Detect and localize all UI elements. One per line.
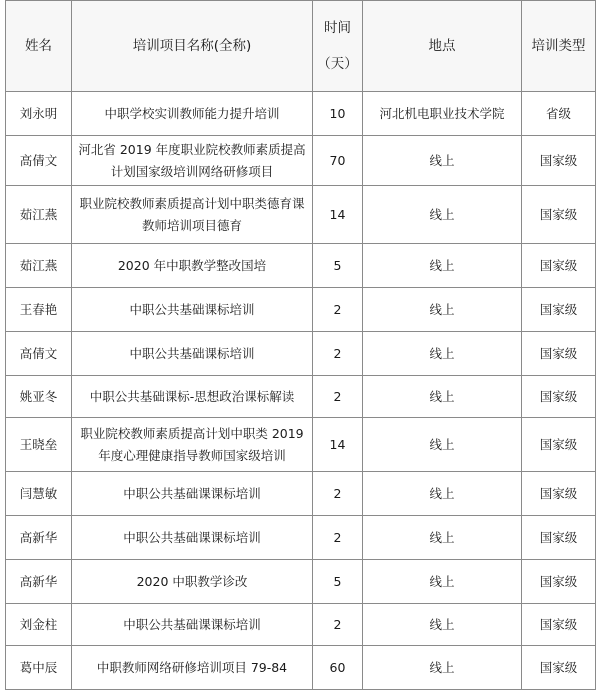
cell-name: 高倩文 [6, 332, 72, 376]
cell-name: 葛中辰 [6, 646, 72, 690]
header-time-label: 时间 [324, 20, 351, 36]
cell-project: 中职公共基础课标培训 [72, 332, 313, 376]
table-row [6, 418, 596, 472]
cell-days: 14 [313, 186, 363, 244]
header-time-unit: （天） [317, 56, 358, 72]
cell-name: 高新华 [6, 560, 72, 604]
cell-type: 国家级 [522, 560, 596, 604]
cell-location: 线上 [363, 604, 522, 646]
cell-days: 2 [313, 472, 363, 516]
header-type: 培训类型 [522, 1, 596, 92]
cell-days: 14 [313, 418, 363, 472]
cell-location: 线上 [363, 244, 522, 288]
cell-days: 2 [313, 376, 363, 418]
cell-project: 中职公共基础课课标培训 [72, 516, 313, 560]
cell-project: 中职学校实训教师能力提升培训 [72, 92, 313, 136]
cell-location: 线上 [363, 332, 522, 376]
header-project: 培训项目名称(全称) [72, 1, 313, 92]
cell-project: 2020 年中职教学整改国培 [72, 244, 313, 288]
cell-name: 茹江燕 [6, 244, 72, 288]
cell-days: 5 [313, 560, 363, 604]
table-row [6, 516, 596, 560]
cell-type: 国家级 [522, 646, 596, 690]
header-location: 地点 [363, 1, 522, 92]
cell-days: 70 [313, 136, 363, 186]
table-row [6, 288, 596, 332]
cell-project: 中职公共基础课标-思想政治课标解读 [72, 376, 313, 418]
table-row [6, 604, 596, 646]
table-row [6, 472, 596, 516]
cell-location: 线上 [363, 472, 522, 516]
cell-type: 省级 [522, 92, 596, 136]
cell-location: 线上 [363, 646, 522, 690]
cell-days: 2 [313, 288, 363, 332]
cell-location: 线上 [363, 376, 522, 418]
cell-project: 中职公共基础课课标培训 [72, 472, 313, 516]
cell-type: 国家级 [522, 288, 596, 332]
cell-location: 线上 [363, 136, 522, 186]
cell-type: 国家级 [522, 418, 596, 472]
cell-name: 王晓垒 [6, 418, 72, 472]
cell-name: 姚亚冬 [6, 376, 72, 418]
cell-days: 2 [313, 516, 363, 560]
cell-project: 中职公共基础课课标培训 [72, 604, 313, 646]
cell-location: 线上 [363, 560, 522, 604]
table-row [6, 244, 596, 288]
header-time [313, 1, 363, 92]
header-name: 姓名 [6, 1, 72, 92]
cell-type: 国家级 [522, 604, 596, 646]
table-row [6, 560, 596, 604]
table-row [6, 92, 596, 136]
cell-name: 刘永明 [6, 92, 72, 136]
table-row [6, 376, 596, 418]
table-row [6, 646, 596, 690]
cell-type: 国家级 [522, 376, 596, 418]
cell-name: 高倩文 [6, 136, 72, 186]
cell-project: 中职教师网络研修培训项目 79-84 [72, 646, 313, 690]
cell-project: 职业院校教师素质提高计划中职类 2019 年度心理健康指导教师国家级培训 [72, 418, 313, 472]
cell-location: 线上 [363, 418, 522, 472]
cell-project: 河北省 2019 年度职业院校教师素质提高计划国家级培训网络研修项目 [72, 136, 313, 186]
table-header-row [6, 1, 596, 92]
table-row [6, 332, 596, 376]
cell-type: 国家级 [522, 516, 596, 560]
cell-days: 2 [313, 332, 363, 376]
cell-days: 60 [313, 646, 363, 690]
cell-days: 5 [313, 244, 363, 288]
cell-name: 闫慧敏 [6, 472, 72, 516]
cell-type: 国家级 [522, 186, 596, 244]
cell-type: 国家级 [522, 136, 596, 186]
cell-project: 职业院校教师素质提高计划中职类德育课教师培训项目德育 [72, 186, 313, 244]
cell-type: 国家级 [522, 332, 596, 376]
training-table [5, 0, 596, 690]
cell-name: 高新华 [6, 516, 72, 560]
table-row [6, 186, 596, 244]
cell-days: 2 [313, 604, 363, 646]
table-row [6, 136, 596, 186]
cell-location: 河北机电职业技术学院 [363, 92, 522, 136]
cell-name: 刘金柱 [6, 604, 72, 646]
cell-type: 国家级 [522, 472, 596, 516]
cell-type: 国家级 [522, 244, 596, 288]
cell-location: 线上 [363, 288, 522, 332]
cell-project: 2020 中职教学诊改 [72, 560, 313, 604]
cell-days: 10 [313, 92, 363, 136]
cell-name: 王春艳 [6, 288, 72, 332]
cell-location: 线上 [363, 186, 522, 244]
cell-location: 线上 [363, 516, 522, 560]
cell-name: 茹江燕 [6, 186, 72, 244]
cell-project: 中职公共基础课标培训 [72, 288, 313, 332]
